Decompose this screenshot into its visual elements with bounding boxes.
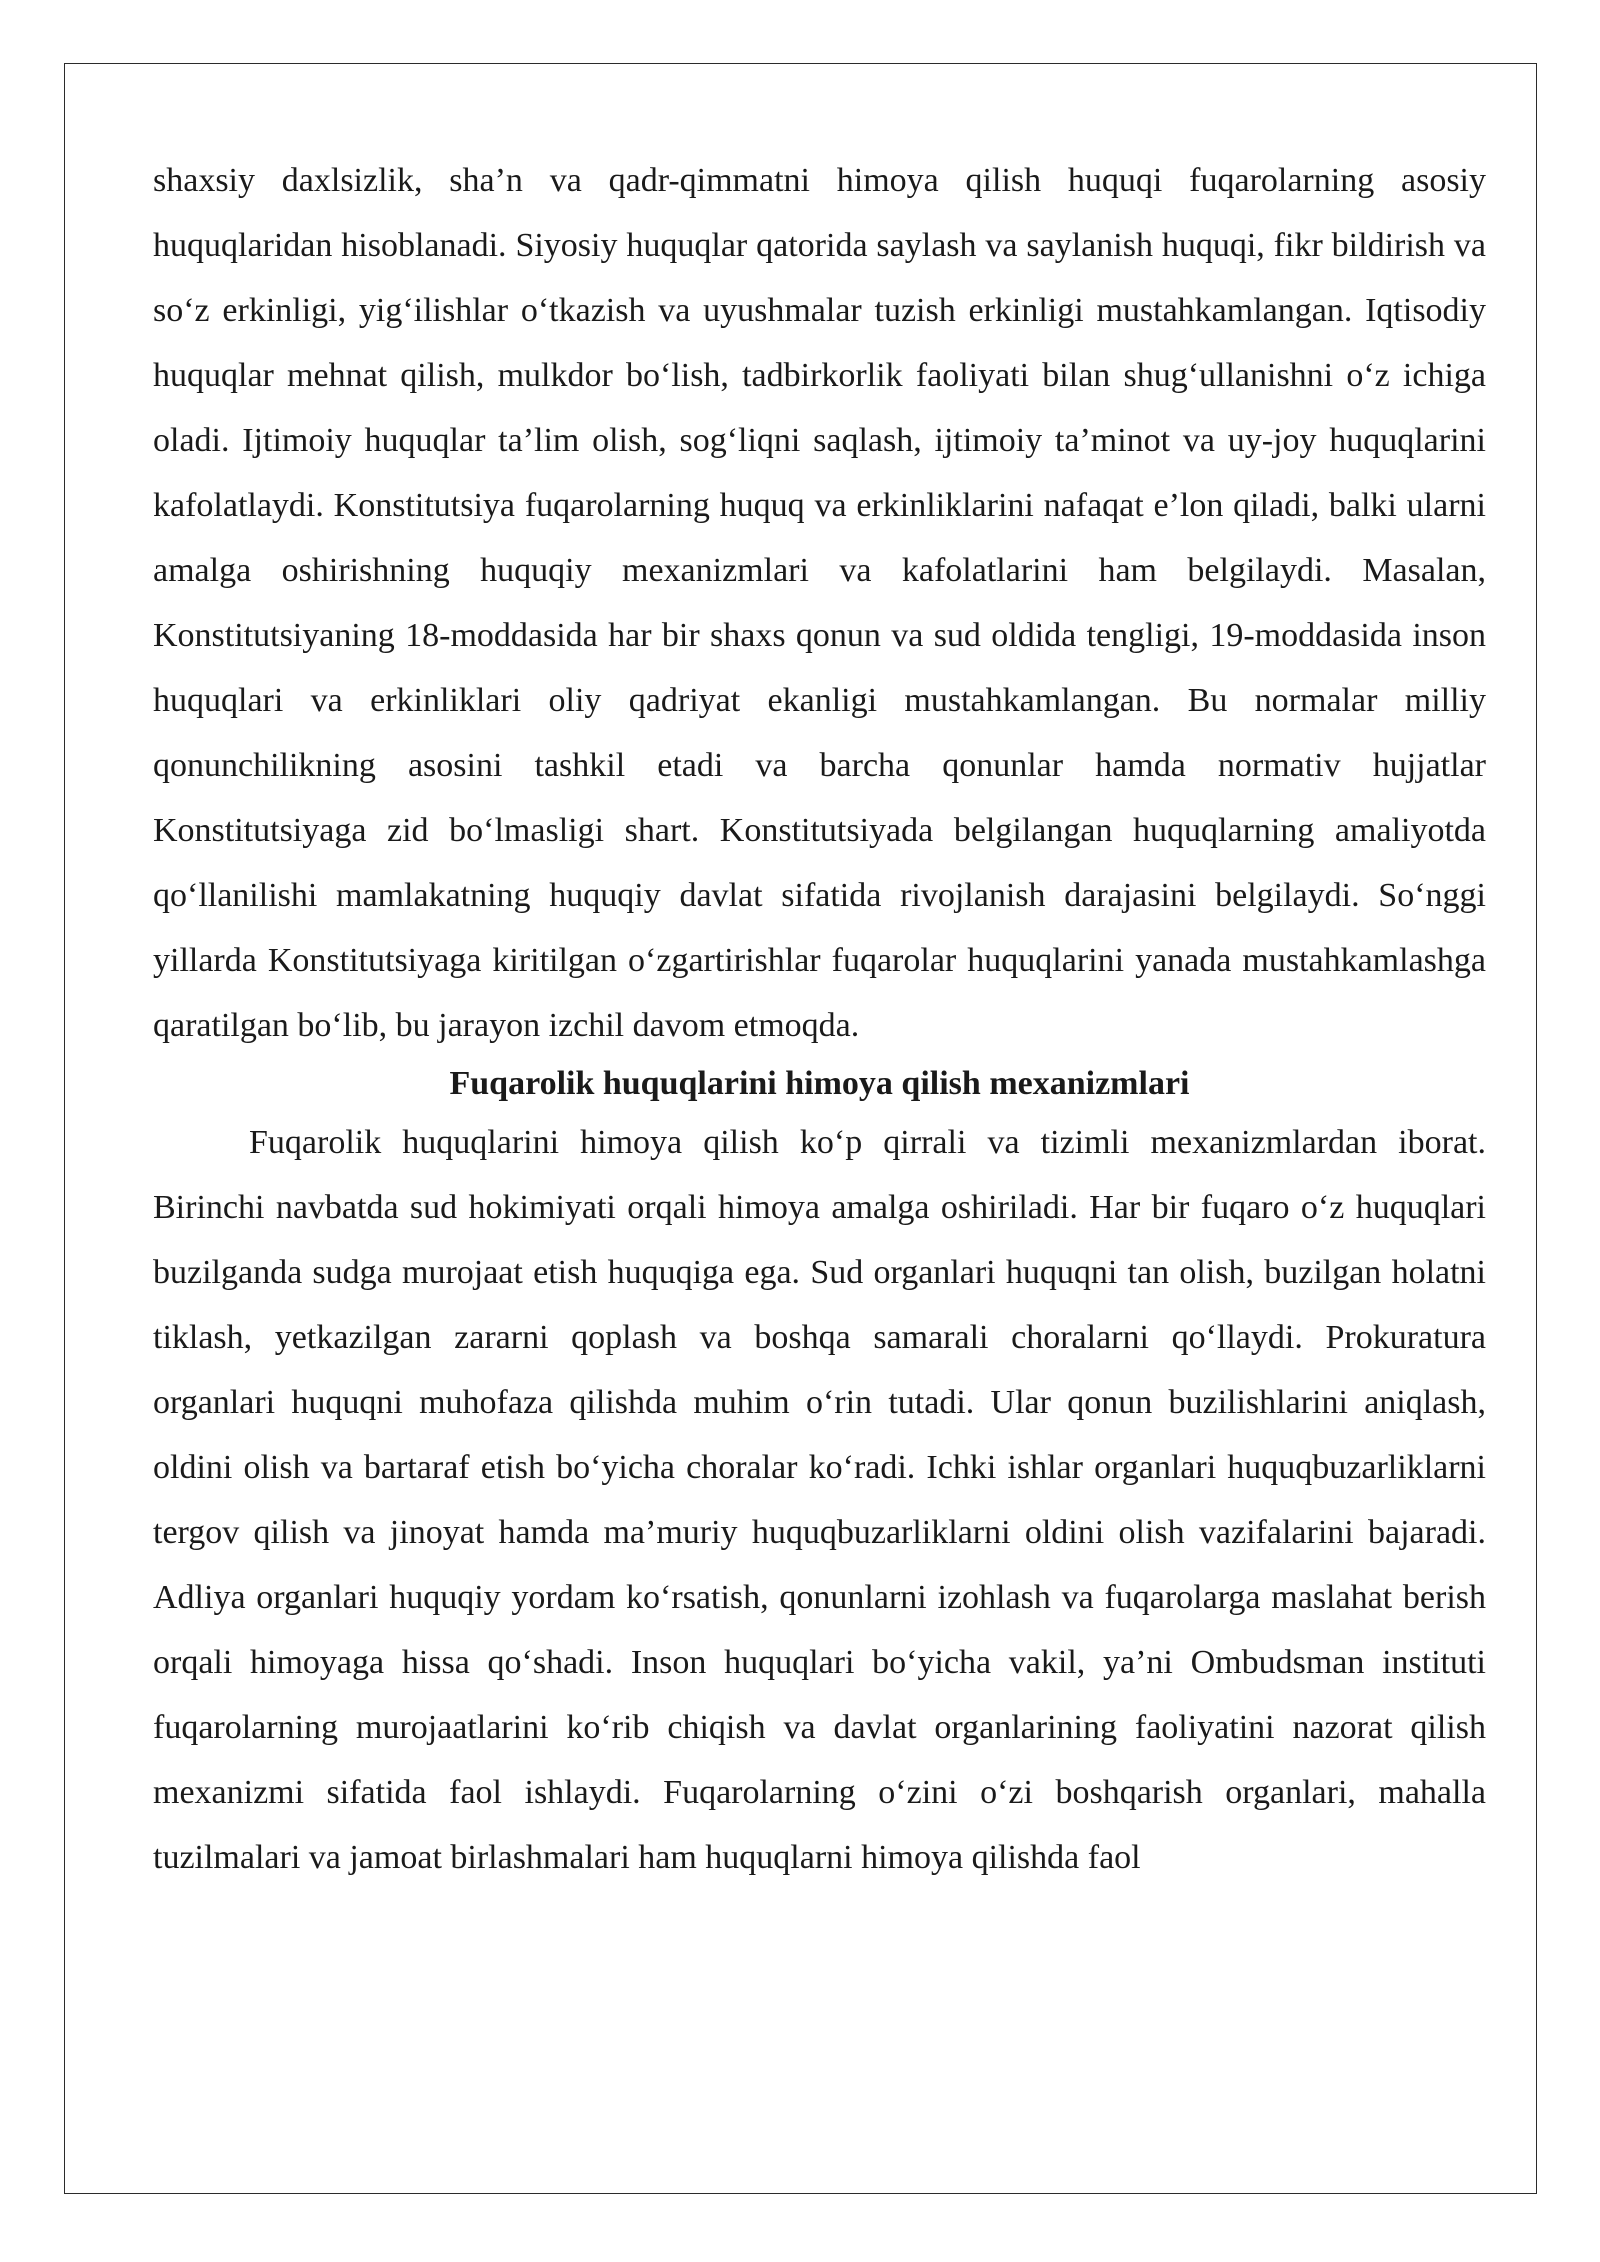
document-body bbox=[153, 148, 1486, 1890]
section-heading: Fuqarolik huquqlarini himoya qilish mexanizmlari bbox=[449, 1065, 1190, 1102]
body-paragraph-1: shaxsiy daxlsizlik, sha’n va qadr-qimmatni himoya qilish huquqi fuqarolarning asosiy huquqlaridan hisoblanadi. Siyosiy huquqlar qatorida saylash va saylanish huquqi, fikr bildirish va so‘z erkinligi, yig‘ilishlar o‘tkazish va uyushmalar tuzish erkinligi mustahkamlangan. Iqtisodiy huquqlar mehnat qilish, mulkdor bo‘lish, tadbirkorlik faoliyati bilan shug‘ullanishni o‘z ichiga oladi. Ijtimoiy huquqlar ta’lim olish, sog‘liqni saqlash, ijtimoiy ta’minot va uy-joy huquqlarini kafolatlaydi. Konstitutsiya fuqarolarning huquq va erkinliklarini nafaqat e’lon qiladi, balki ularni amalga oshirishning huquqiy mexanizmlari va kafolatlarini ham belgilaydi. Masalan, Konstitutsiyaning 18-moddasida har bir shaxs qonun va sud oldida tengligi, 19-moddasida inson huquqlari va erkinliklari oliy qadriyat ekanligi mustahkamlangan. Bu normalar milliy qonunchilikning asosini tashkil etadi va barcha qonunlar hamda normativ hujjatlar Konstitutsiyaga zid bo‘lmasligi shart. Konstitutsiyada belgilangan huquqlarning amaliyotda qo‘llanilishi mamlakatning huquqiy davlat sifatida rivojlanish darajasini belgilaydi. So‘nggi yillarda Konstitutsiyaga kiritilgan o‘zgartirishlar fuqarolar huquqlarini yanada mustahkamlashga qaratilgan bo‘lib, bu jarayon izchil davom etmoqda. bbox=[153, 162, 1486, 1044]
body-paragraph-2: Fuqarolik huquqlarini himoya qilish ko‘p qirrali va tizimli mexanizmlardan iborat. Birinchi navbatda sud hokimiyati orqali himoya amalga oshiriladi. Har bir fuqaro o‘z huquqlari buzilganda sudga murojaat etish huquqiga ega. Sud organlari huquqni tan olish, buzilgan holatni tiklash, yetkazilgan zararni qoplash va boshqa samarali choralarni qo‘llaydi. Prokuratura organlari huquqni muhofaza qilishda muhim o‘rin tutadi. Ular qonun buzilishlarini aniqlash, oldini olish va bartaraf etish bo‘yicha choralar ko‘radi. Ichki ishlar organlari huquqbuzarliklarni tergov qilish va jinoyat hamda ma’muriy huquqbuzarliklarni oldini olish vazifalarini bajaradi. Adliya organlari huquqiy yordam ko‘rsatish, qonunlarni izohlash va fuqarolarga maslahat berish orqali himoyaga hissa qo‘shadi. Inson huquqlari bo‘yicha vakil, ya’ni Ombudsman instituti fuqarolarning murojaatlarini ko‘rib chiqish va davlat organlarining faoliyatini nazorat qilish mexanizmi sifatida faol ishlaydi. Fuqarolarning o‘zini o‘zi boshqarish organlari, mahalla tuzilmalari va jamoat birlashmalari ham huquqlarni himoya qilishda faol bbox=[153, 1124, 1486, 1876]
